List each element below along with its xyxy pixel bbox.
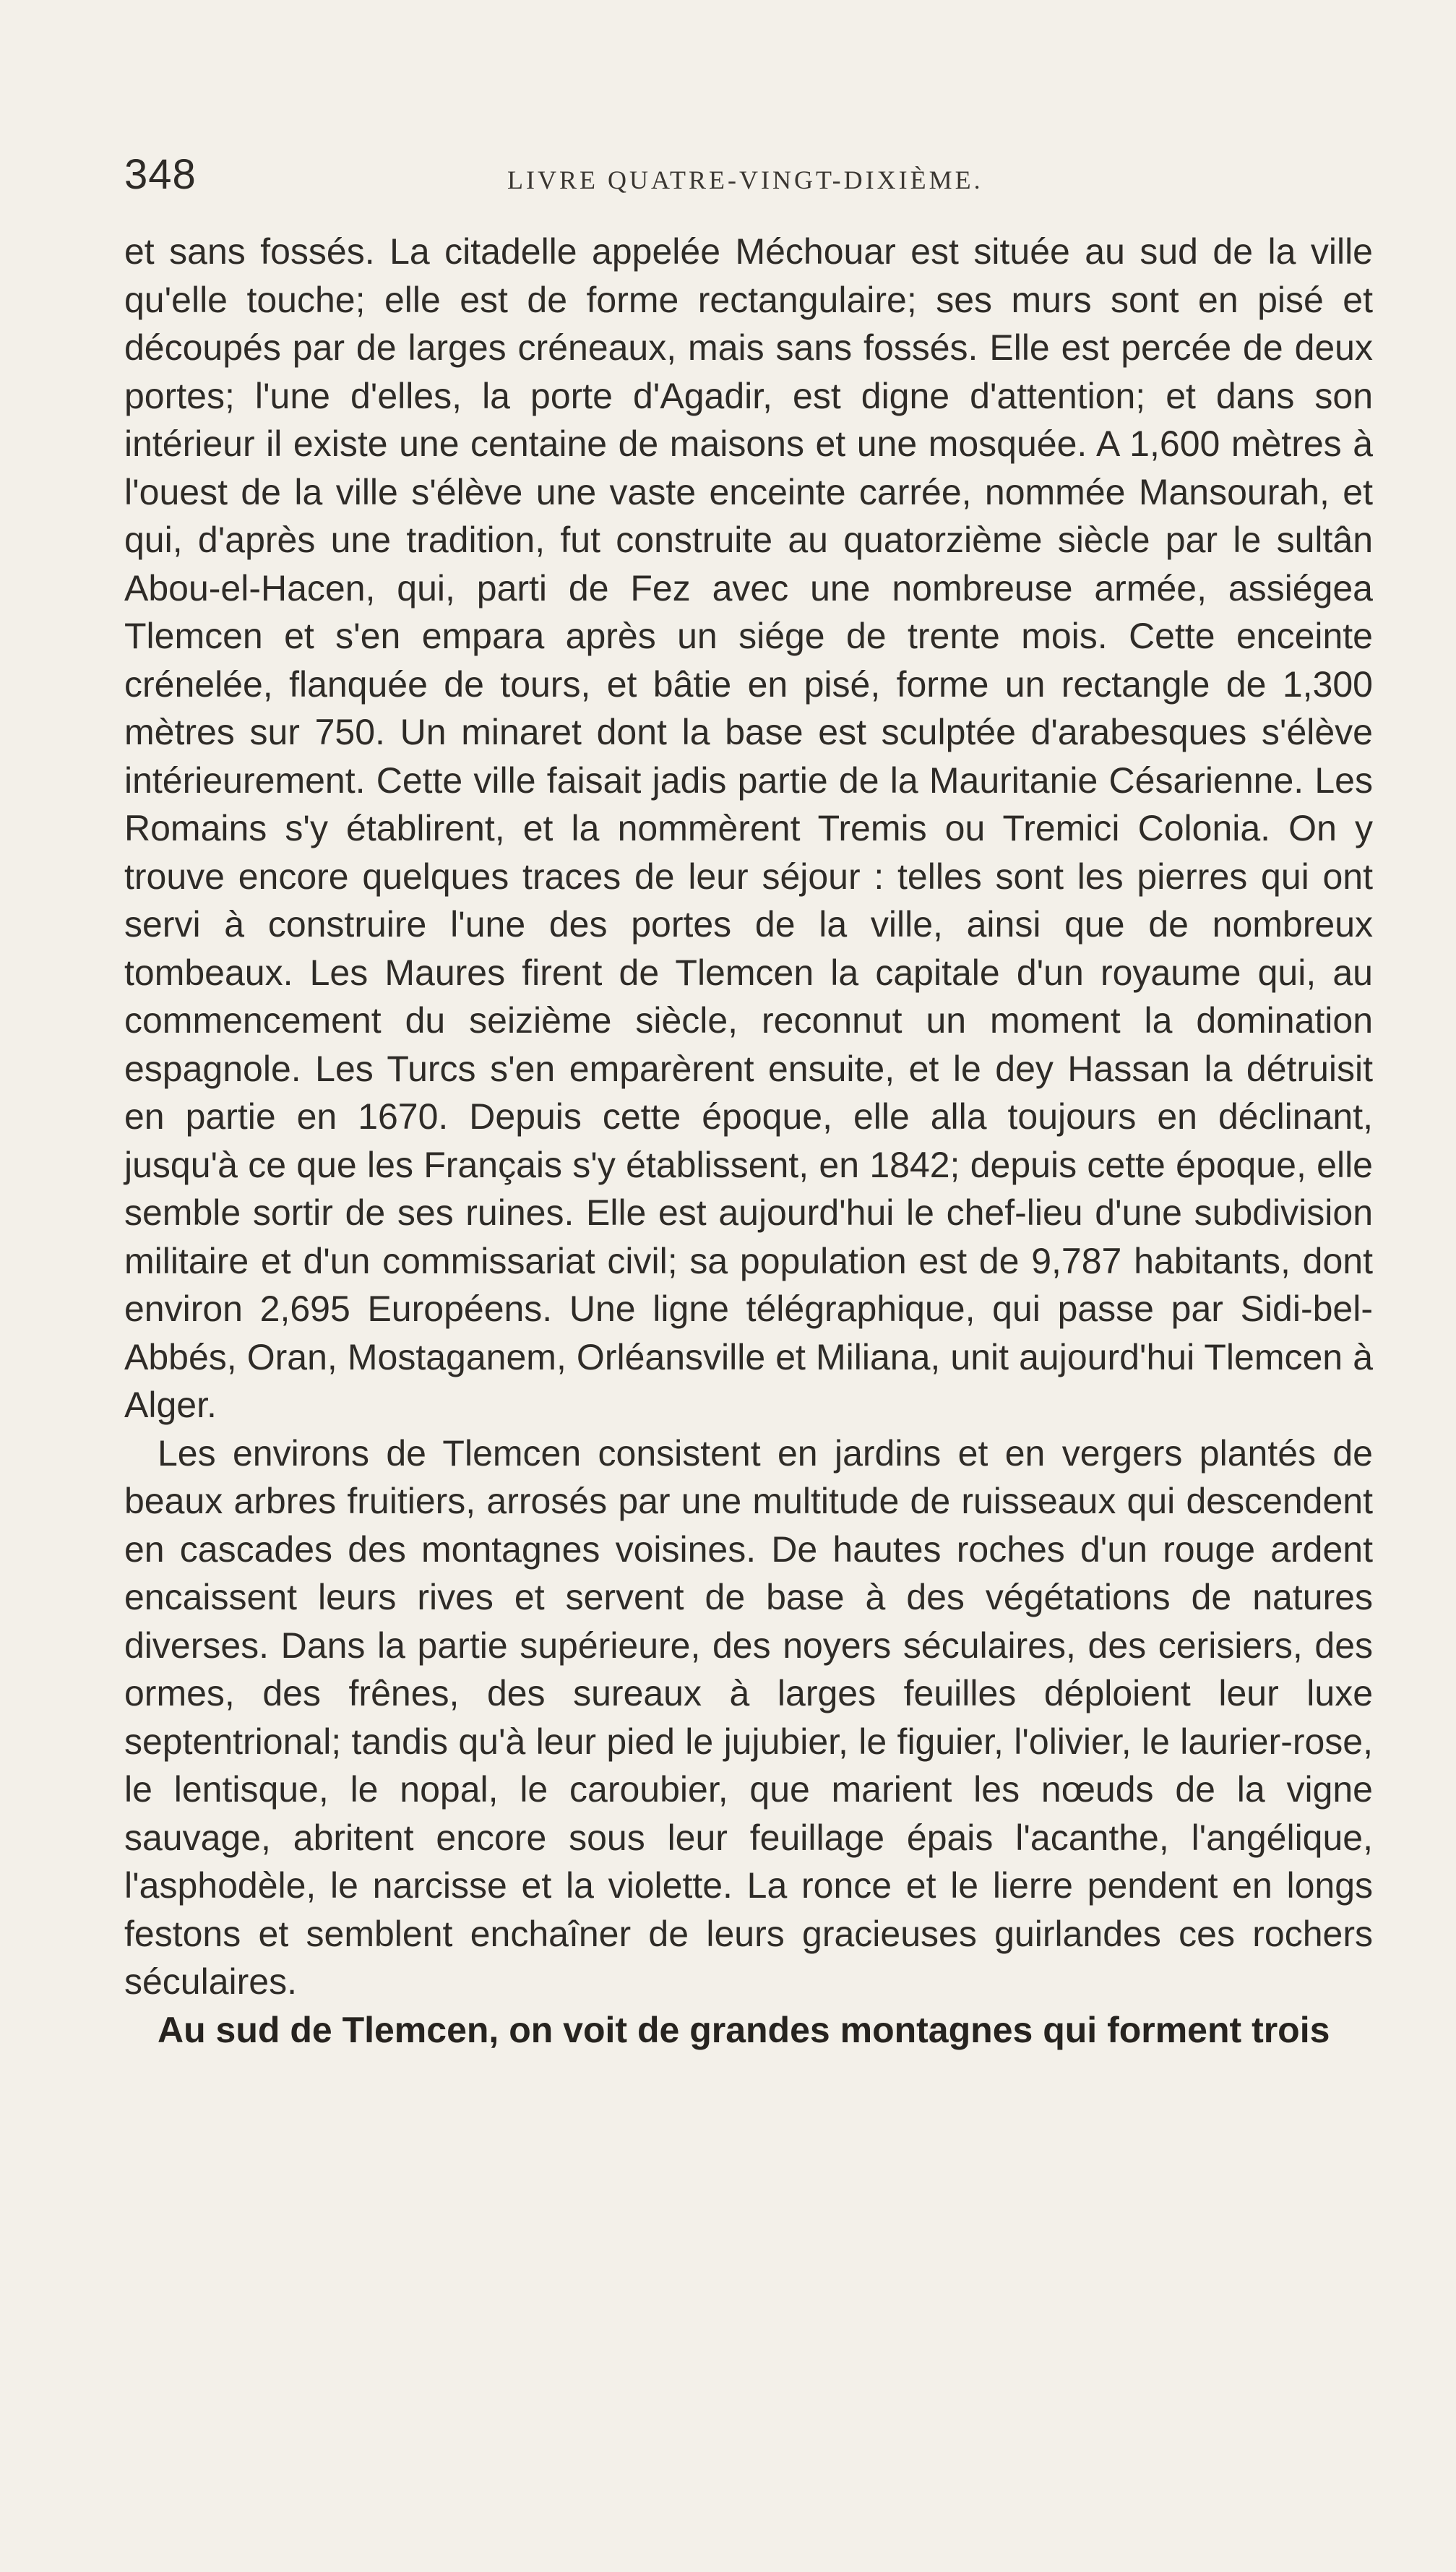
page-header xyxy=(124,150,1367,208)
page-number: 348 xyxy=(124,151,197,198)
paragraph-1: et sans fossés. La citadelle appelée Méchouar est située au sud de la ville qu'elle touche; elle est de forme rectangulaire; ses murs sont en pisé et découpés par de larges créneaux, mais sans fossés. Elle est percée de deux portes; l'une d'elles, la porte d'Agadir, est digne d'attention; et dans son intérieur il existe une centaine de maisons et une mosquée. A 1,600 mètres à l'ouest de la ville s'élève une vaste enceinte carrée, nommée Mansourah, et qui, d'après une tradition, fut construite au quatorzième siècle par le sultân Abou-el-Hacen, qui, parti de Fez avec une nombreuse armée, assiégea Tlemcen et s'en empara après un siége de trente mois. Cette enceinte crénelée, flanquée de tours, et bâtie en pisé, forme un rectangle de 1,300 mètres sur 750. Un minaret dont la base est sculptée d'arabesques s'élève intérieurement. Cette ville faisait jadis partie de la Mauritanie Césarienne. Les Romains s'y établirent, et la nommèrent Tremis ou Tremici Colonia. On y trouve encore quelques traces de leur séjour : telles sont les pierres qui ont servi à construire l'une des portes de la ville, ainsi que de nombreux tombeaux. Les Maures firent de Tlemcen la capitale d'un royaume qui, au commencement du seizième siècle, reconnut un moment la domination espagnole. Les Turcs s'en emparèrent ensuite, et le dey Hassan la détruisit en partie en 1670. Depuis cette époque, elle alla toujours en déclinant, jusqu'à ce que les Français s'y établissent, en 1842; depuis cette époque, elle semble sortir de ses ruines. Elle est aujourd'hui le chef-lieu d'une subdivision militaire et d'un commissariat civil; sa population est de 9,787 habitants, dont environ 2,695 Européens. Une ligne télégraphique, qui passe par Sidi-bel-Abbés, Oran, Mostaganem, Orléansville et Miliana, unit aujourd'hui Tlemcen à Alger. xyxy=(124,231,1373,1425)
body-text xyxy=(124,228,1373,2054)
paragraph-3: Au sud de Tlemcen, on voit de grandes montagnes qui forment trois xyxy=(158,2009,1330,2050)
running-head: LIVRE QUATRE-VINGT-DIXIÈME. xyxy=(507,165,983,194)
paragraph-2: Les environs de Tlemcen consistent en jardins et en vergers plantés de beaux arbres fruitiers, arrosés par une multitude de ruisseaux qui descendent en cascades des montagnes voisines. De hautes roches d'un rouge ardent encaissent leurs rives et servent de base à des végétations de natures diverses. Dans la partie supérieure, des noyers séculaires, des cerisiers, des ormes, des frênes, des sureaux à larges feuilles déploient leur luxe septentrional; tandis qu'à leur pied le jujubier, le figuier, l'olivier, le laurier-rose, le lentisque, le nopal, le caroubier, que marient les nœuds de la vigne sauvage, abritent encore sous leur feuillage épais l'acanthe, l'angélique, l'asphodèle, le narcisse et la violette. La ronce et le lierre pendent en longs festons et semblent enchaîner de leurs gracieuses guirlandes ces rochers séculaires. xyxy=(124,1432,1373,2002)
